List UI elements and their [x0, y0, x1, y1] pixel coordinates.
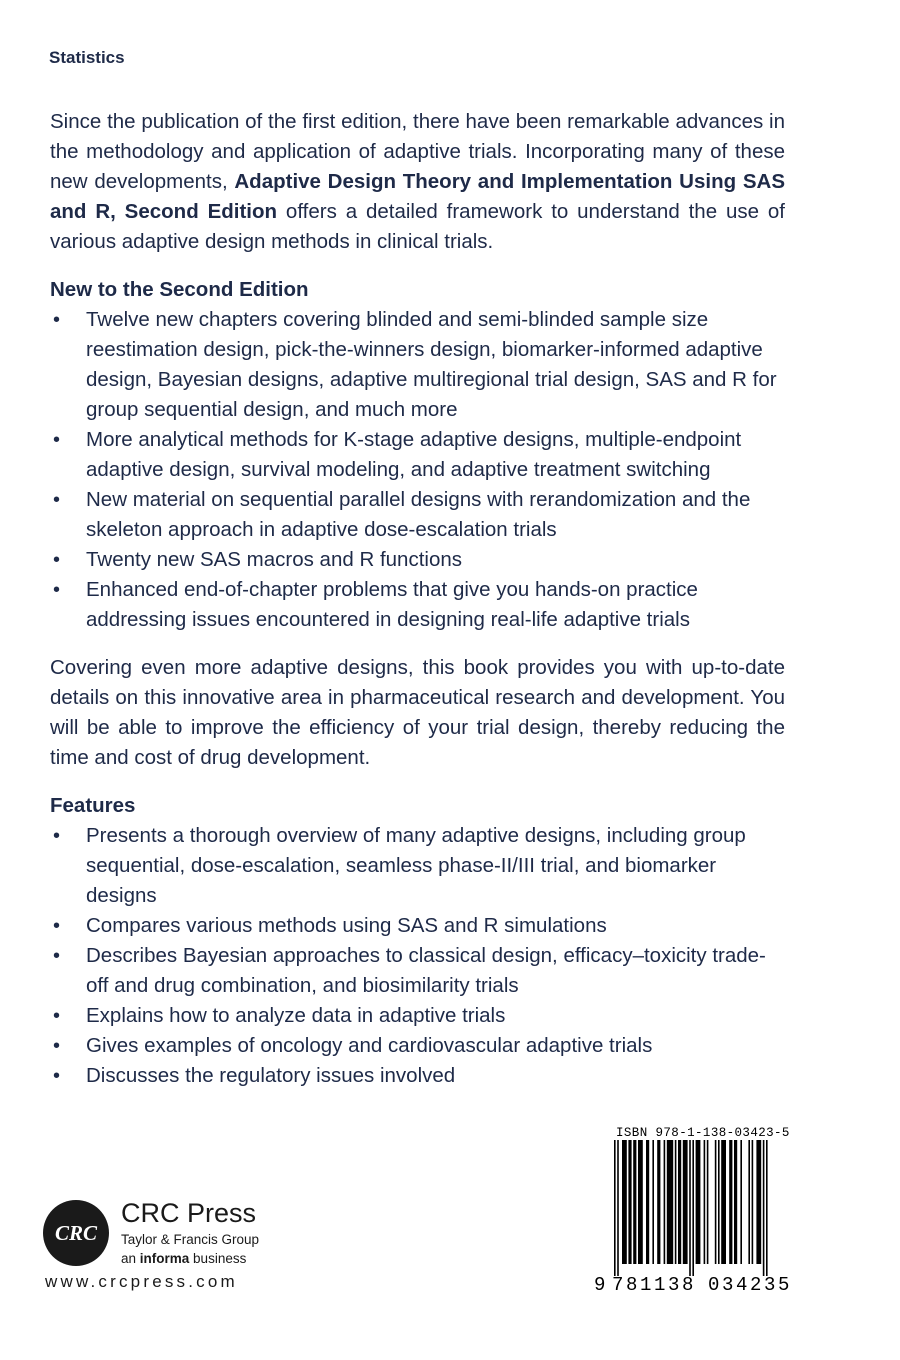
list-item: • Compares various methods using SAS and R simulations [50, 911, 785, 941]
barcode-bar [766, 1140, 768, 1276]
barcode-bar [763, 1140, 765, 1276]
barcode-bar [633, 1140, 636, 1264]
new-edition-list [50, 305, 785, 635]
barcode-bar [614, 1140, 616, 1276]
barcode-bar [652, 1140, 654, 1264]
list-item: • Describes Bayesian approaches to classical design, efficacy–toxicity trade-off and drug combination, and biosimilarity trials [50, 941, 785, 1001]
bullet-icon: • [53, 429, 61, 451]
barcode-bar [704, 1140, 706, 1264]
barcode-digits-left: 781138 [612, 1274, 697, 1296]
barcode-bar [638, 1140, 643, 1264]
list-item: • Presents a thorough overview of many adaptive designs, including group sequential, dose-escalation, seamless phase-II/III trial, and biomarker designs [50, 821, 785, 911]
publisher-url[interactable]: www.crcpress.com [45, 1272, 238, 1291]
publisher-name: CRC Press [121, 1198, 257, 1228]
barcode-bar [664, 1140, 666, 1264]
back-cover-text [50, 107, 785, 1091]
barcode-bar [729, 1140, 732, 1264]
barcode-bar [622, 1140, 627, 1264]
summary-paragraph: Covering even more adaptive designs, this book provides you with up-to-date details on this innovative area in pharmaceutical research and development. You will be able to improve the efficiency of your trial design, thereby reducing the time and cost of drug development. [50, 656, 785, 769]
bullet-icon: • [53, 549, 61, 571]
isbn-barcode [594, 1126, 806, 1298]
list-item: • Explains how to analyze data in adaptive trials [50, 1001, 785, 1031]
barcode-bar [683, 1140, 688, 1264]
features-heading: Features [50, 794, 136, 817]
barcode-bar [657, 1140, 660, 1264]
bullet-icon: • [53, 915, 61, 937]
barcode-bar [740, 1140, 742, 1264]
barcode-icon [594, 1140, 806, 1276]
barcode-bar [667, 1140, 673, 1264]
new-edition-heading: New to the Second Edition [50, 278, 309, 301]
bullet-icon: • [53, 1005, 61, 1027]
barcode-bar [715, 1140, 717, 1264]
barcode-digits-right: 034235 [708, 1274, 793, 1296]
crc-logo-icon: CRC [43, 1200, 109, 1266]
barcode-bar [678, 1140, 681, 1264]
intro-part2: offers a detailed framework to understand the use of various adaptive design methods in clinical trials. [50, 200, 785, 253]
list-item: • New material on sequential parallel designs with rerandomization and the skeleton approach in adaptive dose-escalation trials [50, 485, 785, 545]
barcode-bar [617, 1140, 619, 1276]
list-item: • Twelve new chapters covering blinded and semi-blinded sample size reestimation design, pick-the-winners design, biomarker-informed adaptive design, Bayesian designs, adaptive multiregional trial design, SAS and R for group sequential design, and much more [50, 305, 785, 425]
isbn-label: ISBN 978-1-138-03423-5 [616, 1126, 790, 1140]
bullet-icon: • [53, 309, 61, 331]
barcode-bar [748, 1140, 750, 1264]
list-item: • Gives examples of oncology and cardiovascular adaptive trials [50, 1031, 785, 1061]
list-item: • Discusses the regulatory issues involved [50, 1061, 785, 1091]
book-title: Adaptive Design Theory and Implementation Using SAS and R, Second Edition [50, 170, 785, 223]
barcode-bar [707, 1140, 709, 1264]
publisher-logo [43, 1200, 273, 1300]
barcode-bar [752, 1140, 754, 1264]
bullet-icon: • [53, 1035, 61, 1057]
bullet-icon: • [53, 579, 61, 601]
list-item: • Enhanced end-of-chapter problems that give you hands-on practice addressing issues encountered in designing real-life adaptive trials [50, 575, 785, 635]
intro-part1: Since the publication of the first edition, there have been remarkable advances in the methodology and application of adaptive trials. Incorporating many of these new developments, [50, 110, 785, 193]
publisher-tagline: an informa business [121, 1251, 247, 1266]
barcode-bar [689, 1140, 691, 1276]
barcode-bar [692, 1140, 694, 1276]
barcode-bar [646, 1140, 649, 1264]
publisher-group: Taylor & Francis Group [121, 1232, 260, 1247]
list-item: • Twenty new SAS macros and R functions [50, 545, 785, 575]
intro-paragraph [50, 107, 785, 257]
barcode-bar [696, 1140, 701, 1264]
barcode-bar [718, 1140, 720, 1264]
bullet-icon: • [53, 1065, 61, 1087]
barcode-bar [734, 1140, 737, 1264]
bullet-icon: • [53, 825, 61, 847]
barcode-digit-first: 9 [594, 1274, 606, 1296]
category-label: Statistics [49, 48, 125, 67]
list-item: • More analytical methods for K-stage adaptive designs, multiple-endpoint adaptive design, survival modeling, and adaptive treatment switching [50, 425, 785, 485]
barcode-bar [756, 1140, 761, 1264]
barcode-bar [628, 1140, 631, 1264]
barcode-bar [721, 1140, 726, 1264]
bullet-icon: • [53, 489, 61, 511]
bullet-icon: • [53, 945, 61, 967]
barcode-bar [675, 1140, 677, 1264]
features-list [50, 821, 785, 1091]
